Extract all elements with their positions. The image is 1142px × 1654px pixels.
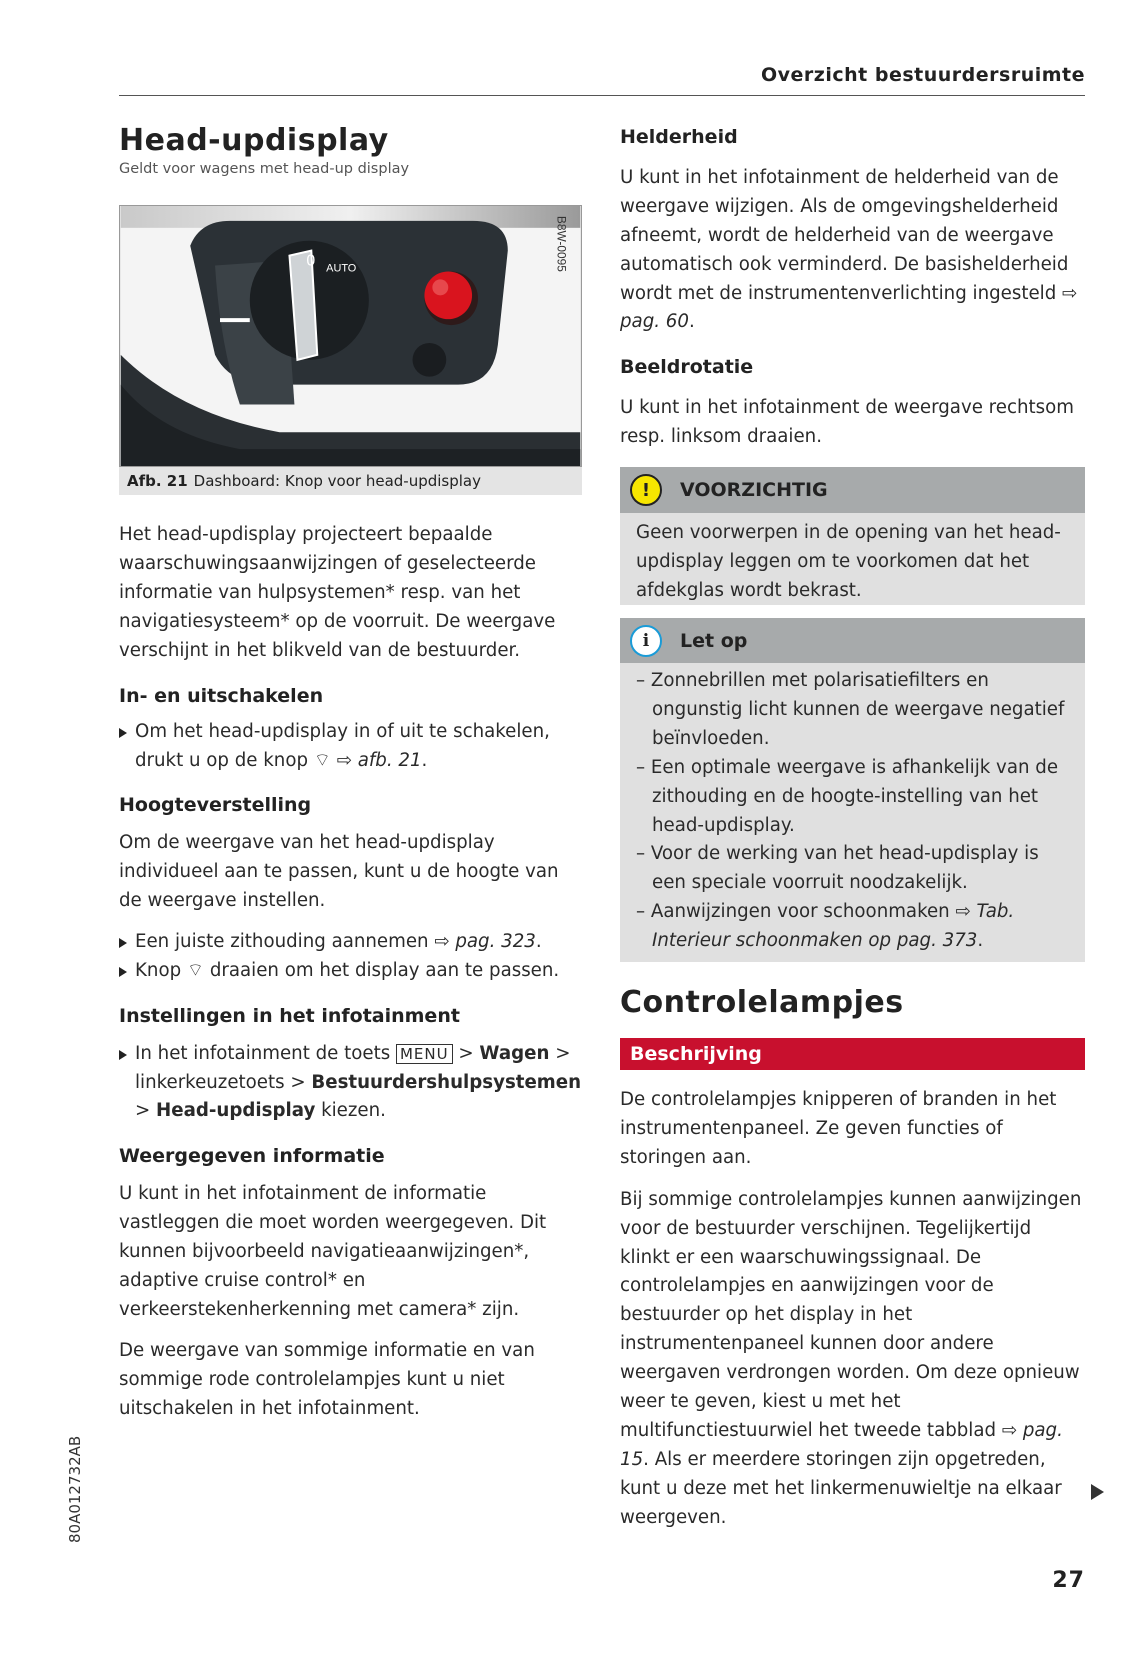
heading-hoogteverstelling: Hoogteverstelling	[119, 794, 312, 817]
note-item: – Voor de werking van het head-updisplay is een speciale voorruit noodzakelijk.	[636, 843, 1039, 894]
page-link[interactable]: ⇨ pag. 323	[434, 930, 536, 952]
page-number: 27	[1052, 1568, 1085, 1593]
punct: .	[977, 930, 984, 952]
heading-in-uitschakelen: In- en uitschakelen	[119, 684, 324, 707]
bullet-knob	[119, 957, 582, 986]
heading-weergegeven: Weergegeven informatie	[119, 1145, 385, 1168]
section-bar-beschrijving: Beschrijving	[620, 1038, 1085, 1070]
running-header: Overzicht bestuurdersruimte	[761, 64, 1085, 86]
lamps-paragraph-1: De controlelampjes knipperen of branden in het instrumentenpaneel. Ze geven functies of storingen aan.	[620, 1089, 1057, 1168]
bullet-toggle	[119, 718, 582, 776]
hud-button-icon: ⌔	[313, 750, 331, 772]
text: . Als er meerdere storingen zijn opgetreden, kunt u deze met het linkermenuwieltje na elkaar weergeven.	[620, 1448, 1062, 1528]
note-title: Let op	[680, 629, 748, 652]
document-code: 80A012732AB	[66, 1435, 84, 1543]
bullet-text: kiezen.	[315, 1100, 386, 1122]
warning-box	[620, 467, 1085, 605]
page-link[interactable]: ⇨ pag. 60	[620, 282, 1078, 333]
menu-key: MENU	[396, 1044, 453, 1064]
rotation-paragraph: U kunt in het infotainment de weergave rechtsom resp. linksom draaien.	[620, 397, 1074, 448]
figure-label: Afb. 21	[127, 472, 188, 490]
figure-caption	[119, 467, 582, 495]
knob-off-label: 0	[306, 252, 316, 270]
bullet-text: Knop	[135, 959, 182, 981]
punct: .	[421, 750, 428, 772]
warning-header	[620, 467, 1085, 513]
bullet-text: Een juiste zithouding aannemen	[135, 930, 429, 952]
header-rule	[119, 95, 1085, 96]
bullet-text: Om het head-updisplay in of uit te schakelen, drukt u op de knop	[135, 721, 550, 772]
note-item: – Een optimale weergave is afhankelijk van de zithouding en de hoogte-instelling van het head-updisplay.	[636, 756, 1059, 836]
info-paragraph-2: De weergave van sommige informatie en van sommige rode controlelampjes kunt u niet uitschakelen in het infotainment.	[119, 1339, 535, 1419]
note-item-text: Een optimale weergave is afhankelijk van de zithouding en de hoogte-instelling van het head-updisplay.	[650, 756, 1059, 836]
warning-icon: !	[630, 474, 662, 506]
note-box	[620, 618, 1085, 962]
note-item-text: Zonnebrillen met polarisatiefilters en ongunstig licht kunnen de weergave negatief beïnvloeden.	[650, 670, 1065, 749]
info-icon: i	[630, 625, 662, 657]
section-title-controlelampjes: Controlelampjes	[620, 985, 904, 1020]
table-link[interactable]: ⇨ Tab. Interieur schoonmaken op pag. 373	[652, 901, 1015, 952]
menu-head-updisplay: Head-updisplay	[156, 1100, 316, 1122]
note-item-text: Aanwijzingen voor schoonmaken	[650, 901, 950, 923]
menu-bestuurdershulpsystemen: Bestuurdershulpsystemen	[311, 1071, 582, 1093]
sep: >	[452, 1042, 480, 1064]
intro-paragraph: Het head-updisplay projecteert bepaalde waarschuwingsaanwijzingen of geselecteerde informatie van hulpsystemen* resp. van het navigatiesysteem* op de voorruit. De weergave verschijnt in het blikveld van de bestuurder.	[119, 524, 556, 661]
height-paragraph: Om de weergave van het head-updisplay individueel aan te passen, kunt u de hoogte van de weergave instellen.	[119, 832, 559, 911]
page-title: Head-updisplay	[119, 123, 389, 158]
warning-text: Geen voorwerpen in de opening van het head-updisplay leggen om te voorkomen dat het afdekglas wordt bekrast.	[620, 513, 1085, 605]
continue-arrow-icon	[1091, 1484, 1104, 1500]
lamps-paragraph-2	[620, 1186, 1085, 1533]
page-subtitle: Geldt voor wagens met head-up display	[119, 161, 410, 177]
warning-title: VOORZICHTIG	[680, 479, 828, 501]
heading-helderheid: Helderheid	[620, 126, 738, 148]
note-item: – Aanwijzingen voor schoonmaken ⇨ Tab. Interieur schoonmaken op pag. 373.	[636, 901, 1015, 952]
menu-wagen: Wagen	[479, 1042, 550, 1064]
heading-instellingen: Instellingen in het infotainment	[119, 1004, 460, 1027]
brightness-paragraph	[620, 164, 1083, 337]
info-paragraph-1: U kunt in het infotainment de informatie vastleggen die moet worden weergegeven. Dit kunnen bijvoorbeeld navigatieaanwijzingen*, adaptive cruise control* en verkeerstekenherkenning met camera* zijn.	[119, 1183, 547, 1320]
figure-code: B8W-0095	[554, 215, 569, 272]
figure-link[interactable]: ⇨ afb. 21	[336, 750, 422, 772]
punct: .	[535, 930, 542, 952]
punct: .	[688, 311, 695, 333]
note-item-text: Voor de werking van het head-updisplay is een speciale voorruit noodzakelijk.	[650, 843, 1039, 894]
dashboard-light-switch-image	[119, 205, 582, 467]
figure	[119, 205, 582, 495]
figure-caption-text: Dashboard: Knop voor head-updisplay	[193, 472, 482, 490]
hud-button-icon: ⌔	[186, 959, 205, 981]
text: Bij sommige controlelampjes kunnen aanwijzingen voor de bestuurder verschijnen. Tegelijkertijd klinkt er een waarschuwingssignaal. De controlelampjes en aanwijzingen voor de bestuurder op het display in het instrumentenpaneel kunnen door andere weergaven verdrongen worden. Om deze opnieuw weer te geven, kiest u met het multifunctiestuurwiel het tweede tabblad	[620, 1188, 1082, 1441]
sep: >	[135, 1100, 157, 1122]
note-header	[620, 618, 1085, 663]
text: U kunt in het infotainment de helderheid van de weergave wijzigen. Als de omgevingshelderheid afneemt, wordt de helderheid van de weergave automatisch ook verminderd. De basishelderheid wordt met de instrumentenverlichting ingesteld	[620, 166, 1069, 304]
sep: > linkerkeuzetoets >	[135, 1042, 571, 1093]
bullet-menu-path	[119, 1040, 582, 1127]
heading-beeldrotatie: Beeldrotatie	[620, 356, 754, 379]
knob-auto-label: AUTO	[326, 262, 357, 275]
bullet-seating	[119, 928, 582, 957]
note-item: – Zonnebrillen met polarisatiefilters en ongunstig licht kunnen de weergave negatief beïnvloeden.	[636, 670, 1065, 749]
bullet-text: draaien om het display aan te passen.	[209, 959, 560, 981]
bullet-text: In het infotainment de toets	[135, 1042, 391, 1064]
page-link[interactable]: ⇨ pag. 15	[620, 1419, 1063, 1470]
